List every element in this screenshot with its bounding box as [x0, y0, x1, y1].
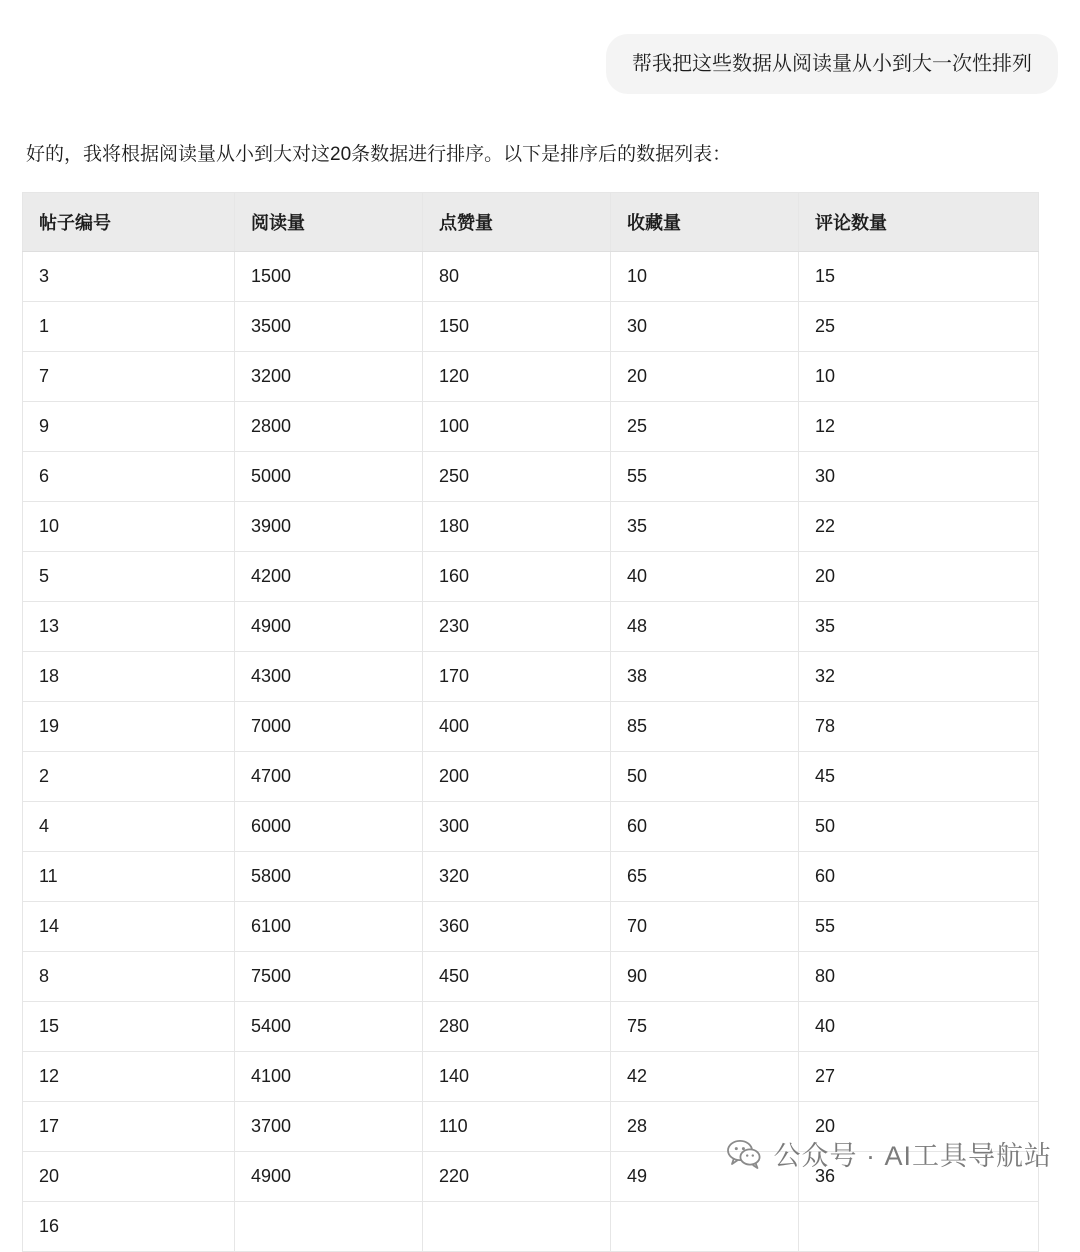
cell-post-id: 4 — [23, 802, 235, 852]
cell-comments: 40 — [799, 1002, 1039, 1052]
cell-post-id: 2 — [23, 752, 235, 802]
cell-reads: 3500 — [235, 302, 423, 352]
cell-favorites: 55 — [611, 452, 799, 502]
cell-reads: 3900 — [235, 502, 423, 552]
cell-comments: 35 — [799, 602, 1039, 652]
cell-post-id: 11 — [23, 852, 235, 902]
cell-favorites: 48 — [611, 602, 799, 652]
table-row — [23, 1202, 1039, 1252]
table-row — [23, 602, 1039, 652]
table-row — [23, 1002, 1039, 1052]
cell-post-id: 15 — [23, 1002, 235, 1052]
cell-favorites: 28 — [611, 1102, 799, 1152]
cell-favorites: 49 — [611, 1152, 799, 1202]
cell-post-id: 10 — [23, 502, 235, 552]
cell-post-id: 6 — [23, 452, 235, 502]
user-message-bubble: 帮我把这些数据从阅读量从小到大一次性排列 — [606, 34, 1058, 94]
cell-likes: 200 — [423, 752, 611, 802]
cell-likes: 300 — [423, 802, 611, 852]
cell-favorites: 90 — [611, 952, 799, 1002]
cell-post-id: 17 — [23, 1102, 235, 1152]
table-row — [23, 852, 1039, 902]
cell-reads: 5400 — [235, 1002, 423, 1052]
cell-reads: 1500 — [235, 252, 423, 302]
cell-reads: 3700 — [235, 1102, 423, 1152]
cell-post-id: 16 — [23, 1202, 235, 1252]
sorted-data-table — [22, 192, 1039, 1252]
table-row — [23, 1102, 1039, 1152]
table-row — [23, 752, 1039, 802]
cell-post-id: 18 — [23, 652, 235, 702]
assistant-intro-text: 好的，我将根据阅读量从小到大对这20条数据进行排序。以下是排序后的数据列表： — [26, 144, 732, 165]
cell-favorites: 30 — [611, 302, 799, 352]
table-row — [23, 552, 1039, 602]
cell-comments: 12 — [799, 402, 1039, 452]
cell-likes: 80 — [423, 252, 611, 302]
table-row — [23, 352, 1039, 402]
cell-reads: 2800 — [235, 402, 423, 452]
cell-favorites: 65 — [611, 852, 799, 902]
cell-likes: 140 — [423, 1052, 611, 1102]
cell-favorites: 10 — [611, 252, 799, 302]
cell-post-id: 19 — [23, 702, 235, 752]
cell-comments: 27 — [799, 1052, 1039, 1102]
table-row — [23, 802, 1039, 852]
cell-likes: 110 — [423, 1102, 611, 1152]
table-row — [23, 652, 1039, 702]
cell-post-id: 14 — [23, 902, 235, 952]
cell-comments: 20 — [799, 1102, 1039, 1152]
cell-comments: 80 — [799, 952, 1039, 1002]
cell-favorites: 85 — [611, 702, 799, 752]
table-row — [23, 952, 1039, 1002]
cell-reads: 4900 — [235, 1152, 423, 1202]
cell-reads: 4700 — [235, 752, 423, 802]
table-row — [23, 502, 1039, 552]
cell-comments: 36 — [799, 1152, 1039, 1202]
cell-post-id: 12 — [23, 1052, 235, 1102]
cell-comments: 50 — [799, 802, 1039, 852]
table-body — [23, 252, 1039, 1252]
cell-comments: 45 — [799, 752, 1039, 802]
column-header-likes: 点赞量 — [423, 193, 611, 252]
cell-comments: 20 — [799, 552, 1039, 602]
cell-post-id: 5 — [23, 552, 235, 602]
cell-likes: 170 — [423, 652, 611, 702]
cell-favorites: 25 — [611, 402, 799, 452]
cell-favorites: 42 — [611, 1052, 799, 1102]
cell-likes — [423, 1202, 611, 1252]
cell-reads — [235, 1202, 423, 1252]
cell-likes: 100 — [423, 402, 611, 452]
cell-likes: 280 — [423, 1002, 611, 1052]
cell-likes: 400 — [423, 702, 611, 752]
cell-reads: 3200 — [235, 352, 423, 402]
cell-likes: 180 — [423, 502, 611, 552]
cell-post-id: 20 — [23, 1152, 235, 1202]
cell-likes: 150 — [423, 302, 611, 352]
cell-comments: 22 — [799, 502, 1039, 552]
cell-reads: 5000 — [235, 452, 423, 502]
table-header-row — [23, 193, 1039, 252]
cell-likes: 250 — [423, 452, 611, 502]
cell-favorites: 75 — [611, 1002, 799, 1052]
cell-post-id: 7 — [23, 352, 235, 402]
table-row — [23, 402, 1039, 452]
cell-post-id: 1 — [23, 302, 235, 352]
cell-likes: 220 — [423, 1152, 611, 1202]
cell-post-id: 13 — [23, 602, 235, 652]
cell-post-id: 9 — [23, 402, 235, 452]
cell-reads: 4300 — [235, 652, 423, 702]
cell-favorites: 70 — [611, 902, 799, 952]
cell-likes: 120 — [423, 352, 611, 402]
cell-comments: 32 — [799, 652, 1039, 702]
table-row — [23, 452, 1039, 502]
cell-likes: 450 — [423, 952, 611, 1002]
table-row — [23, 302, 1039, 352]
cell-favorites: 50 — [611, 752, 799, 802]
cell-comments: 15 — [799, 252, 1039, 302]
column-header-post-id: 帖子编号 — [23, 193, 235, 252]
watermark-text: 公众号 · AI工具导航站 — [773, 1141, 1052, 1171]
cell-reads: 4900 — [235, 602, 423, 652]
table-row — [23, 1152, 1039, 1202]
cell-comments: 25 — [799, 302, 1039, 352]
cell-reads: 5800 — [235, 852, 423, 902]
table-row — [23, 902, 1039, 952]
cell-favorites: 35 — [611, 502, 799, 552]
table-row — [23, 702, 1039, 752]
cell-comments: 78 — [799, 702, 1039, 752]
table-row — [23, 252, 1039, 302]
cell-reads: 4200 — [235, 552, 423, 602]
cell-likes: 360 — [423, 902, 611, 952]
cell-reads: 7000 — [235, 702, 423, 752]
cell-comments: 55 — [799, 902, 1039, 952]
cell-reads: 6100 — [235, 902, 423, 952]
cell-favorites — [611, 1202, 799, 1252]
cell-reads: 6000 — [235, 802, 423, 852]
cell-favorites: 38 — [611, 652, 799, 702]
cell-comments — [799, 1202, 1039, 1252]
cell-likes: 320 — [423, 852, 611, 902]
cell-favorites: 60 — [611, 802, 799, 852]
cell-post-id: 3 — [23, 252, 235, 302]
table-header — [23, 193, 1039, 252]
column-header-favorites: 收藏量 — [611, 193, 799, 252]
column-header-comments: 评论数量 — [799, 193, 1039, 252]
cell-reads: 7500 — [235, 952, 423, 1002]
cell-comments: 60 — [799, 852, 1039, 902]
cell-comments: 10 — [799, 352, 1039, 402]
cell-comments: 30 — [799, 452, 1039, 502]
cell-favorites: 20 — [611, 352, 799, 402]
column-header-reads: 阅读量 — [235, 193, 423, 252]
cell-favorites: 40 — [611, 552, 799, 602]
cell-likes: 230 — [423, 602, 611, 652]
cell-post-id: 8 — [23, 952, 235, 1002]
user-message-row — [22, 0, 1058, 94]
table-row — [23, 1052, 1039, 1102]
cell-reads: 4100 — [235, 1052, 423, 1102]
cell-likes: 160 — [423, 552, 611, 602]
